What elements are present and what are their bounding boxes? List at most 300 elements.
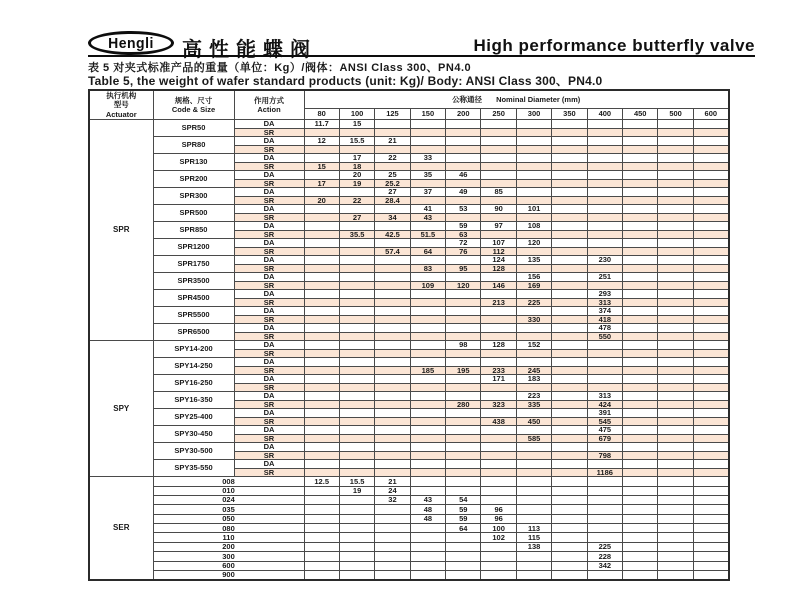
weight-value (446, 426, 481, 435)
weight-value (552, 120, 587, 129)
weight-value: 374 (587, 307, 622, 316)
weight-value (552, 307, 587, 316)
weight-value: 550 (587, 332, 622, 341)
weight-value (693, 486, 729, 495)
diameter-col-header: 250 (481, 108, 516, 120)
weight-value (693, 256, 729, 265)
weight-value (481, 542, 516, 551)
weight-value (623, 307, 658, 316)
action-label: SR (234, 281, 304, 290)
weight-value: 72 (446, 239, 481, 248)
weight-value: 545 (587, 417, 622, 426)
weight-value (410, 358, 445, 367)
weight-value (552, 324, 587, 333)
weight-value (375, 222, 410, 231)
action-label: DA (234, 256, 304, 265)
weight-value (658, 290, 693, 299)
weight-value (481, 383, 516, 392)
weight-value: 183 (516, 375, 551, 384)
weight-value (410, 486, 445, 495)
weight-value (587, 128, 622, 137)
weight-value: 124 (481, 256, 516, 265)
action-label: SR (234, 264, 304, 273)
weight-value: 17 (304, 179, 339, 188)
weight-value (693, 162, 729, 171)
weight-value (693, 120, 729, 129)
weight-value (552, 315, 587, 324)
weight-value (516, 307, 551, 316)
weight-value (304, 417, 339, 426)
weight-value (552, 196, 587, 205)
weight-value: 135 (516, 256, 551, 265)
weight-value (552, 213, 587, 222)
weight-value (693, 383, 729, 392)
weight-value (587, 205, 622, 214)
weight-value (410, 137, 445, 146)
action-label: DA (234, 392, 304, 401)
weight-value: 35.5 (339, 230, 374, 239)
weight-value (693, 298, 729, 307)
table-row (89, 324, 729, 333)
col-header-code-zh: 规格、尺寸 (174, 95, 213, 105)
weight-value: 15.5 (339, 477, 374, 486)
weight-value (693, 400, 729, 409)
action-label: SR (234, 468, 304, 477)
weight-value (693, 154, 729, 163)
weight-value (446, 298, 481, 307)
action-label: SR (234, 162, 304, 171)
weight-value (410, 162, 445, 171)
weight-value (375, 542, 410, 551)
weight-value (446, 307, 481, 316)
weight-value (481, 120, 516, 129)
table-row (89, 533, 729, 542)
weight-value: 113 (516, 524, 551, 533)
weight-value (516, 247, 551, 256)
table-row (89, 290, 729, 299)
weight-value: 798 (587, 451, 622, 460)
diameter-col-header: 150 (410, 108, 445, 120)
table-row (89, 443, 729, 452)
weight-value (516, 477, 551, 486)
weight-value: 195 (446, 366, 481, 375)
weight-value (623, 264, 658, 273)
weight-value (552, 451, 587, 460)
weight-value (658, 264, 693, 273)
weight-value (658, 542, 693, 551)
weight-value (587, 383, 622, 392)
model-code: SPY30-500 (153, 443, 234, 460)
weight-value (339, 290, 374, 299)
weight-value (304, 307, 339, 316)
weight-value (552, 205, 587, 214)
weight-value (693, 188, 729, 197)
weight-value (339, 222, 374, 231)
weight-value (552, 495, 587, 504)
weight-value (623, 205, 658, 214)
weight-value: 27 (375, 188, 410, 197)
table-row (89, 154, 729, 163)
weight-value (587, 366, 622, 375)
weight-value: 37 (410, 188, 445, 197)
weight-value (481, 332, 516, 341)
weight-value (516, 443, 551, 452)
weight-value (516, 514, 551, 523)
weight-value (623, 451, 658, 460)
weight-value (339, 128, 374, 137)
weight-value (658, 179, 693, 188)
action-label: DA (234, 443, 304, 452)
weight-value (304, 298, 339, 307)
action-label: SR (234, 196, 304, 205)
weight-value (658, 256, 693, 265)
weight-value (623, 409, 658, 418)
action-label: DA (234, 290, 304, 299)
weight-value (623, 332, 658, 341)
weight-value (481, 460, 516, 469)
weight-value (481, 468, 516, 477)
table-row (89, 222, 729, 231)
weight-value (375, 281, 410, 290)
weight-value (623, 505, 658, 514)
weight-value (623, 273, 658, 282)
weight-value (516, 137, 551, 146)
weight-value (446, 213, 481, 222)
weight-value (587, 281, 622, 290)
weight-value (587, 213, 622, 222)
weight-value (375, 239, 410, 248)
weight-value (304, 171, 339, 180)
header-title-en: High performance butterfly valve (473, 36, 755, 55)
weight-value (339, 571, 374, 580)
weight-value: 169 (516, 281, 551, 290)
weight-value (410, 196, 445, 205)
weight-value: 63 (446, 230, 481, 239)
weight-value (693, 230, 729, 239)
weight-value (693, 495, 729, 504)
weight-value (658, 392, 693, 401)
weight-value (623, 213, 658, 222)
weight-value: 223 (516, 392, 551, 401)
weight-value (658, 468, 693, 477)
weight-value (693, 409, 729, 418)
weight-value: 146 (481, 281, 516, 290)
weight-value (516, 460, 551, 469)
weight-value (375, 417, 410, 426)
weight-value (446, 468, 481, 477)
weight-value (410, 324, 445, 333)
col-header-actuator-zh: 执行机构 (106, 91, 137, 100)
model-code: SPR50 (153, 120, 234, 137)
weight-value (304, 239, 339, 248)
weight-value (658, 307, 693, 316)
weight-value (339, 324, 374, 333)
weight-value (304, 524, 339, 533)
weight-value (481, 451, 516, 460)
weight-value (446, 137, 481, 146)
weight-value (693, 434, 729, 443)
weight-value (410, 383, 445, 392)
weight-value (304, 281, 339, 290)
weight-value (481, 349, 516, 358)
weight-value (623, 426, 658, 435)
weight-value: 335 (516, 400, 551, 409)
weight-value (481, 324, 516, 333)
weight-value (410, 290, 445, 299)
weight-value (587, 443, 622, 452)
weight-value: 115 (516, 533, 551, 542)
weight-value (623, 468, 658, 477)
weight-value (516, 162, 551, 171)
weight-value (410, 315, 445, 324)
weight-value (552, 505, 587, 514)
weight-value (552, 486, 587, 495)
weight-value (304, 443, 339, 452)
weight-value (516, 358, 551, 367)
weight-value (693, 477, 729, 486)
weight-value: 12 (304, 137, 339, 146)
weight-value (658, 505, 693, 514)
weight-value (481, 426, 516, 435)
weight-value (304, 264, 339, 273)
weight-value (304, 409, 339, 418)
diameter-col-header: 100 (339, 108, 374, 120)
weight-value (446, 358, 481, 367)
weight-value (339, 247, 374, 256)
weight-value (552, 298, 587, 307)
weight-value (481, 273, 516, 282)
weight-value (375, 290, 410, 299)
weight-value (693, 417, 729, 426)
weight-value: 323 (481, 400, 516, 409)
weight-value: 225 (587, 542, 622, 551)
weight-value (587, 495, 622, 504)
weight-value (658, 230, 693, 239)
weight-value (481, 552, 516, 561)
weight-value (552, 256, 587, 265)
weight-value (410, 524, 445, 533)
weight-value (658, 162, 693, 171)
action-label: SR (234, 179, 304, 188)
weight-value (339, 264, 374, 273)
weight-value (693, 273, 729, 282)
action-label: SR (234, 230, 304, 239)
weight-value (623, 196, 658, 205)
model-code: SPR1200 (153, 239, 234, 256)
weight-value: 109 (410, 281, 445, 290)
model-code: 010 (153, 486, 304, 495)
table-row (89, 477, 729, 486)
model-code: SPY14-200 (153, 341, 234, 358)
weight-value (552, 477, 587, 486)
weight-value (375, 366, 410, 375)
weight-value: 585 (516, 434, 551, 443)
weight-value (623, 495, 658, 504)
weight-value (446, 179, 481, 188)
weight-value: 18 (339, 162, 374, 171)
weight-value: 49 (446, 188, 481, 197)
weight-value (516, 171, 551, 180)
weight-value (304, 230, 339, 239)
table-row (89, 495, 729, 504)
model-code: 110 (153, 533, 304, 542)
weight-value (552, 426, 587, 435)
weight-value (623, 477, 658, 486)
weight-value (516, 552, 551, 561)
table-row (89, 552, 729, 561)
weight-value (658, 188, 693, 197)
weight-value (587, 514, 622, 523)
weight-value (516, 264, 551, 273)
weight-value (693, 561, 729, 570)
weight-value (693, 137, 729, 146)
table-row (89, 273, 729, 282)
weight-value (623, 171, 658, 180)
weight-value (446, 256, 481, 265)
weight-value (623, 561, 658, 570)
weight-value (446, 120, 481, 129)
weight-value (481, 128, 516, 137)
weight-value (623, 341, 658, 350)
model-code: 024 (153, 495, 304, 504)
table-row (89, 256, 729, 265)
weight-value (693, 205, 729, 214)
model-code: 200 (153, 542, 304, 551)
weight-value: 22 (375, 154, 410, 163)
weight-value (516, 213, 551, 222)
weight-value (446, 409, 481, 418)
weight-value (304, 366, 339, 375)
weight-value (410, 239, 445, 248)
weight-value (623, 239, 658, 248)
weight-value: 233 (481, 366, 516, 375)
weight-value (658, 443, 693, 452)
weight-value: 48 (410, 514, 445, 523)
weight-value (375, 451, 410, 460)
weight-value: 25 (375, 171, 410, 180)
weight-value (552, 341, 587, 350)
weight-value (587, 341, 622, 350)
weight-value (410, 460, 445, 469)
weight-value (623, 145, 658, 154)
weight-value (304, 514, 339, 523)
weight-value (339, 383, 374, 392)
weight-value (693, 128, 729, 137)
weight-value: 100 (481, 524, 516, 533)
weight-value: 34 (375, 213, 410, 222)
weight-value: 41 (410, 205, 445, 214)
weight-value (693, 145, 729, 154)
action-label: SR (234, 128, 304, 137)
table-row (89, 239, 729, 248)
table-row (89, 460, 729, 469)
table-row (89, 375, 729, 384)
table-row (89, 524, 729, 533)
weight-value (375, 375, 410, 384)
diameter-col-header: 400 (587, 108, 622, 120)
weight-value (552, 137, 587, 146)
weight-value (516, 145, 551, 154)
weight-value (623, 383, 658, 392)
weight-value (552, 409, 587, 418)
model-code: SPR1750 (153, 256, 234, 273)
weight-value (623, 443, 658, 452)
weight-value (516, 486, 551, 495)
weight-value (693, 542, 729, 551)
weight-value (375, 561, 410, 570)
header-title-zh: 高性能蝶阀 (182, 39, 317, 61)
table-row (89, 409, 729, 418)
weight-value (623, 128, 658, 137)
weight-value (375, 533, 410, 542)
weight-value: 20 (339, 171, 374, 180)
weight-value (375, 264, 410, 273)
col-header-actuator-zh2: 型号 (113, 100, 129, 110)
weight-value (339, 552, 374, 561)
action-label: SR (234, 451, 304, 460)
weight-value: 418 (587, 315, 622, 324)
weight-value (446, 571, 481, 580)
weight-value (375, 552, 410, 561)
table-row (89, 392, 729, 401)
weight-value (587, 239, 622, 248)
weight-value (304, 505, 339, 514)
weight-value: 22 (339, 196, 374, 205)
weight-value (339, 205, 374, 214)
action-label: DA (234, 324, 304, 333)
weight-value (658, 341, 693, 350)
weight-value: 1186 (587, 468, 622, 477)
weight-value (552, 128, 587, 137)
weight-value: 251 (587, 273, 622, 282)
weight-value (446, 162, 481, 171)
weight-value (304, 145, 339, 154)
weight-value (446, 552, 481, 561)
wafer-weight-table (88, 89, 730, 581)
weight-value (446, 154, 481, 163)
weight-value (693, 196, 729, 205)
weight-value (693, 552, 729, 561)
weight-value (516, 188, 551, 197)
weight-value (552, 264, 587, 273)
weight-value (693, 366, 729, 375)
weight-value (516, 409, 551, 418)
table-row (89, 137, 729, 146)
weight-value: 76 (446, 247, 481, 256)
weight-value (339, 375, 374, 384)
weight-value (623, 400, 658, 409)
weight-value: 438 (481, 417, 516, 426)
model-code: 008 (153, 477, 304, 486)
weight-value: 15 (304, 162, 339, 171)
weight-value (446, 315, 481, 324)
weight-value (693, 358, 729, 367)
weight-value (623, 179, 658, 188)
weight-value (304, 383, 339, 392)
weight-value (410, 468, 445, 477)
weight-value (552, 273, 587, 282)
model-code: 600 (153, 561, 304, 570)
weight-value (410, 426, 445, 435)
weight-value: 112 (481, 247, 516, 256)
weight-value (375, 571, 410, 580)
table-row (89, 358, 729, 367)
weight-value: 342 (587, 561, 622, 570)
weight-value (304, 571, 339, 580)
action-label: SR (234, 366, 304, 375)
weight-value (658, 205, 693, 214)
weight-value (516, 179, 551, 188)
